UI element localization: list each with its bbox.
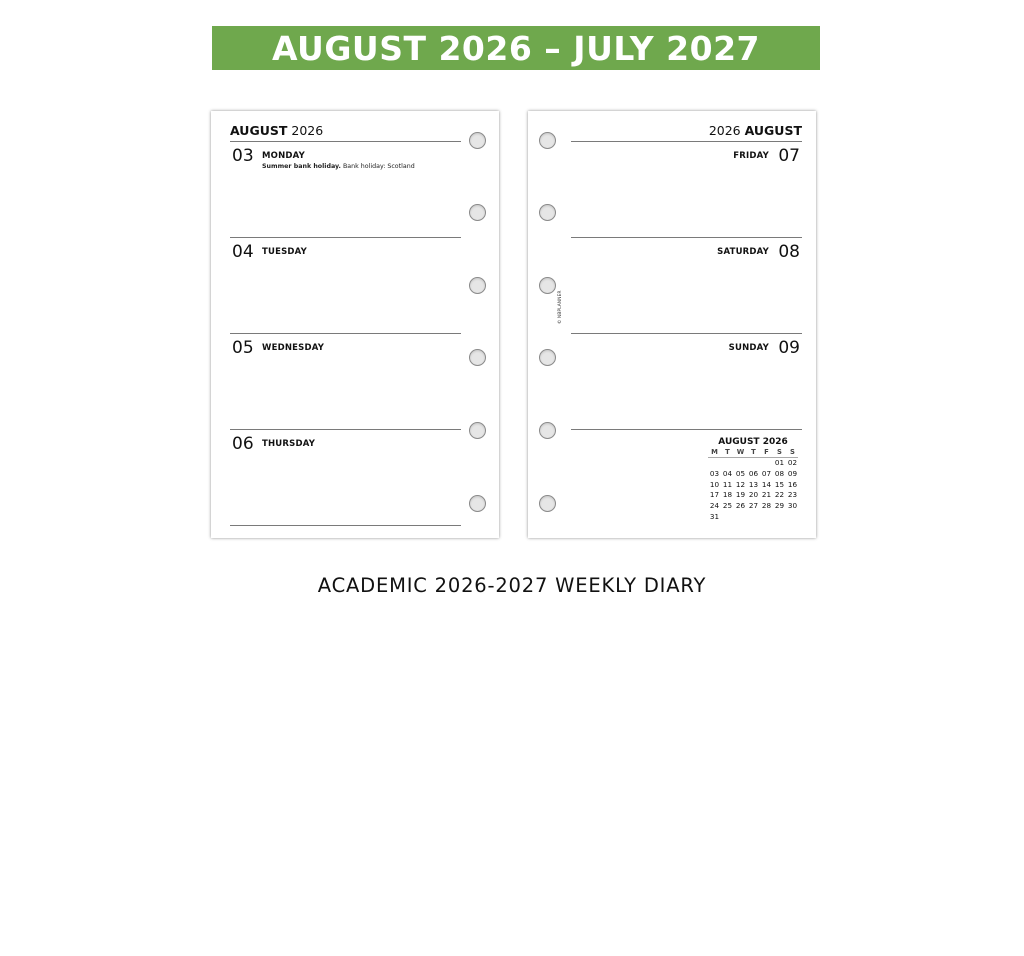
binder-hole [469, 495, 486, 512]
divider [230, 429, 461, 430]
left-header-month: AUGUST [230, 123, 288, 138]
calendar-week [708, 458, 798, 469]
calendar-date: 21 [761, 490, 772, 500]
day-name: SATURDAY [717, 247, 769, 257]
calendar-date [760, 458, 773, 469]
left-diary-page [211, 111, 499, 538]
calendar-date: 15 [774, 479, 785, 489]
divider [571, 429, 802, 430]
day-number: 06 [232, 434, 254, 454]
holiday-note [262, 163, 415, 170]
calendar-date [747, 512, 760, 523]
calendar-date: 23 [787, 490, 798, 500]
day-number: 08 [778, 242, 800, 262]
calendar-date: 30 [787, 501, 798, 511]
calendar-date: 18 [722, 490, 733, 500]
calendar-date [708, 458, 721, 469]
calendar-date: 08 [774, 468, 785, 478]
calendar-date: 27 [748, 501, 759, 511]
weekday-label: F [764, 448, 769, 456]
calendar-date: 10 [709, 479, 720, 489]
right-diary-page [528, 111, 816, 538]
title-banner [212, 26, 820, 70]
calendar-week [708, 490, 798, 501]
calendar-date: 14 [761, 479, 772, 489]
binder-hole [539, 349, 556, 366]
weekday-label: M [711, 448, 718, 456]
binder-hole [539, 132, 556, 149]
day-name: THURSDAY [262, 439, 316, 449]
banner-title: AUGUST 2026 – JULY 2027 [272, 28, 760, 68]
copyright-mark: © NBPLANNER [558, 290, 563, 324]
weekday-label: T [751, 448, 756, 456]
calendar-date [760, 512, 773, 523]
calendar-date [786, 512, 799, 523]
calendar-date: 22 [774, 490, 785, 500]
calendar-date [734, 458, 747, 469]
day-number: 05 [232, 338, 254, 358]
binder-hole [539, 277, 556, 294]
calendar-week [708, 501, 798, 512]
calendar-date: 09 [787, 468, 798, 478]
calendar-date: 26 [735, 501, 746, 511]
day-number: 04 [232, 242, 254, 262]
calendar-date: 06 [748, 468, 759, 478]
calendar-date [773, 512, 786, 523]
left-header-year: 2026 [291, 123, 324, 138]
binder-hole [469, 422, 486, 439]
calendar-date [747, 458, 760, 469]
divider [571, 141, 802, 142]
calendar-week [708, 469, 798, 480]
divider [230, 237, 461, 238]
binder-hole [469, 204, 486, 221]
calendar-date: 17 [709, 490, 720, 500]
holiday-detail: Bank holiday: Scotland [340, 163, 415, 170]
mini-calendar-title: AUGUST 2026 [718, 437, 788, 447]
day-number: 03 [232, 146, 254, 166]
day-name: WEDNESDAY [262, 343, 325, 353]
calendar-date: 03 [709, 468, 720, 478]
right-header-year: 2026 [708, 123, 741, 138]
calendar-date: 07 [761, 468, 772, 478]
binder-hole [539, 422, 556, 439]
right-page-header [709, 123, 802, 138]
calendar-date: 25 [722, 501, 733, 511]
day-number: 07 [778, 146, 800, 166]
divider [571, 237, 802, 238]
calendar-date [721, 458, 734, 469]
binder-hole [469, 277, 486, 294]
calendar-date: 01 [774, 458, 785, 467]
divider [571, 333, 802, 334]
divider [230, 333, 461, 334]
calendar-date: 04 [722, 468, 733, 478]
product-caption: ACADEMIC 2026-2027 WEEKLY DIARY [317, 574, 707, 597]
day-name: TUESDAY [262, 247, 308, 257]
day-number: 09 [778, 338, 800, 358]
calendar-date: 12 [735, 479, 746, 489]
divider [230, 141, 461, 142]
calendar-date: 31 [709, 511, 720, 521]
calendar-date: 28 [761, 501, 772, 511]
binder-hole [539, 204, 556, 221]
binder-hole [539, 495, 556, 512]
day-name: MONDAY [262, 151, 305, 161]
calendar-date: 24 [709, 501, 720, 511]
calendar-date: 19 [735, 490, 746, 500]
calendar-date [734, 512, 747, 523]
calendar-date: 05 [735, 468, 746, 478]
weekday-label: W [736, 448, 745, 456]
calendar-date: 20 [748, 490, 759, 500]
mini-calendar-weekdays [708, 448, 798, 458]
divider [230, 525, 461, 526]
binder-hole [469, 132, 486, 149]
mini-calendar [708, 437, 798, 523]
left-page-header [230, 123, 323, 138]
calendar-week [708, 480, 798, 491]
calendar-week [708, 512, 798, 523]
right-header-month: AUGUST [744, 123, 802, 138]
calendar-date [721, 512, 734, 523]
calendar-date: 13 [748, 479, 759, 489]
day-name: SUNDAY [728, 343, 769, 353]
holiday-name: Summer bank holiday. [262, 163, 341, 170]
calendar-date: 29 [774, 501, 785, 511]
weekday-label: S [777, 448, 782, 456]
calendar-date: 11 [722, 479, 733, 489]
weekday-label: T [725, 448, 730, 456]
weekday-label: S [790, 448, 795, 456]
day-name: FRIDAY [733, 151, 769, 161]
binder-hole [469, 349, 486, 366]
calendar-date: 16 [787, 479, 798, 489]
calendar-date: 02 [787, 458, 798, 467]
